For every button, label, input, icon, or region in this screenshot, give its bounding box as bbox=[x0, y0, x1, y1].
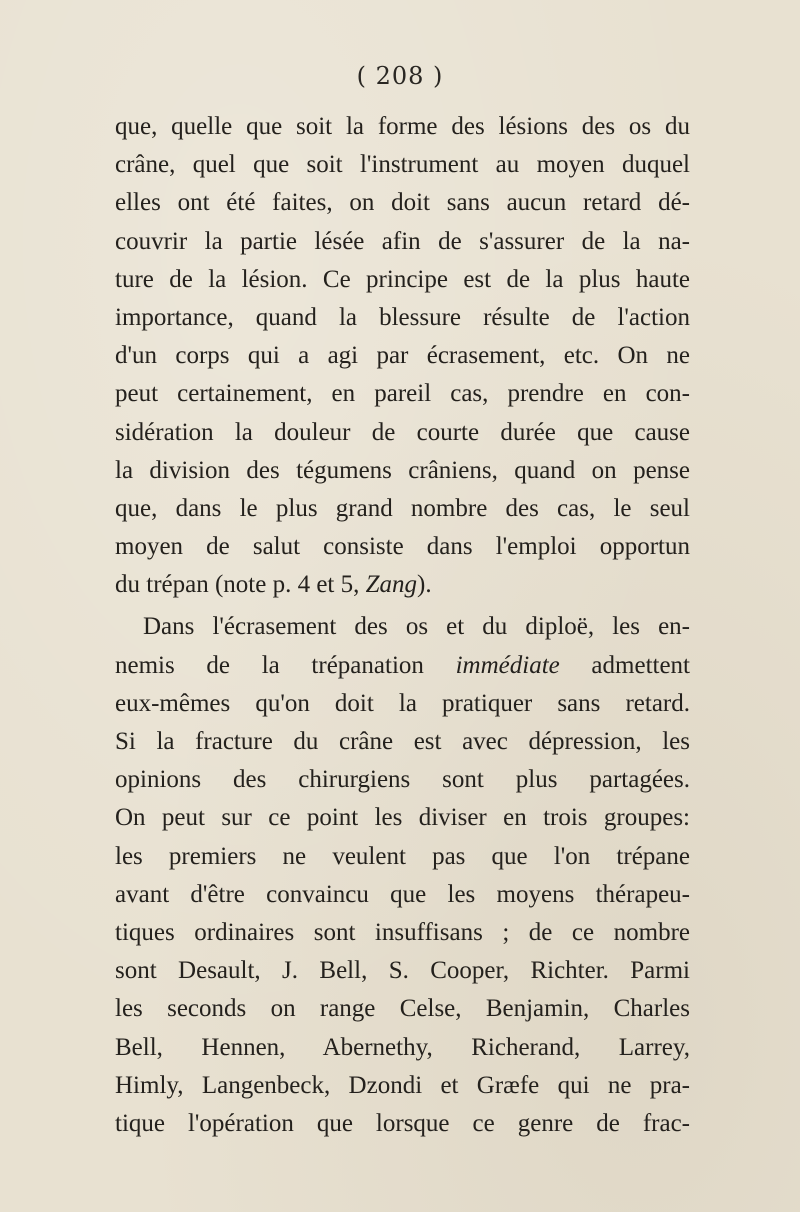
text-span: nemis de la trépanation bbox=[115, 651, 456, 679]
body-text bbox=[115, 108, 690, 1143]
text-line-first: Dans l'écrasement des os et du diploë, les en- bbox=[143, 613, 690, 641]
text-span: du trépan (note p. 4 et 5, bbox=[115, 571, 366, 599]
text-line-last bbox=[115, 566, 690, 604]
text-line: les premiers ne veulent pas que l'on trépane bbox=[115, 842, 690, 870]
text-span: ). bbox=[417, 571, 432, 599]
text-line: Si la fracture du crâne est avec dépression, les bbox=[115, 728, 690, 755]
text-line: les seconds on range Celse, Benjamin, Charles bbox=[115, 995, 690, 1023]
text-line: elles ont été faites, on doit sans aucun retard dé- bbox=[115, 189, 690, 217]
text-line: ture de la lésion. Ce principe est de la plus haute bbox=[115, 265, 690, 293]
text-line: moyen de salut consiste dans l'emploi opportun bbox=[115, 533, 690, 561]
text-line: crâne, quel que soit l'instrument au moyen duquel bbox=[115, 151, 690, 179]
text-line: la division des tégumens crâniens, quand on pense bbox=[115, 456, 690, 484]
text-line: que, quelle que soit la forme des lésions des os du bbox=[115, 113, 690, 140]
paragraph-1 bbox=[115, 108, 690, 604]
text-line: tiques ordinaires sont insuffisans ; de ce nombre bbox=[115, 918, 690, 946]
text-line: opinions des chirurgiens sont plus partagées. bbox=[115, 766, 690, 794]
text-line bbox=[115, 647, 690, 685]
page-number: ( 208 ) bbox=[356, 62, 444, 90]
text-line: peut certainement, en pareil cas, prendre en con- bbox=[115, 380, 690, 408]
text-line: d'un corps qui a agi par écrasement, etc. On ne bbox=[115, 342, 690, 370]
text-line: tique l'opération que lorsque ce genre de frac- bbox=[115, 1109, 690, 1137]
text-line: avant d'être convaincu que les moyens thérapeu- bbox=[115, 880, 690, 908]
italic-word: immédiate bbox=[455, 651, 560, 679]
text-line: importance, quand la blessure résulte de l'action bbox=[115, 303, 690, 331]
text-line: sidération la douleur de courte durée que cause bbox=[115, 418, 690, 446]
text-line: couvrir la partie lésée afin de s'assurer de la na- bbox=[115, 227, 690, 255]
text-line: On peut sur ce point les diviser en trois groupes: bbox=[115, 804, 690, 832]
text-line: sont Desault, J. Bell, S. Cooper, Richter. Parmi bbox=[115, 957, 690, 985]
italic-author-name: Zang bbox=[365, 571, 418, 599]
text-line: Himly, Langenbeck, Dzondi et Græfe qui ne pra- bbox=[115, 1071, 690, 1099]
text-line: eux-mêmes qu'on doit la pratiquer sans retard. bbox=[115, 689, 690, 717]
text-span: admettent bbox=[559, 651, 690, 679]
text-line: Bell, Hennen, Abernethy, Richerand, Larrey, bbox=[115, 1033, 690, 1061]
paragraph-2 bbox=[115, 608, 690, 1143]
text-line: que, dans le plus grand nombre des cas, le seul bbox=[115, 494, 690, 522]
